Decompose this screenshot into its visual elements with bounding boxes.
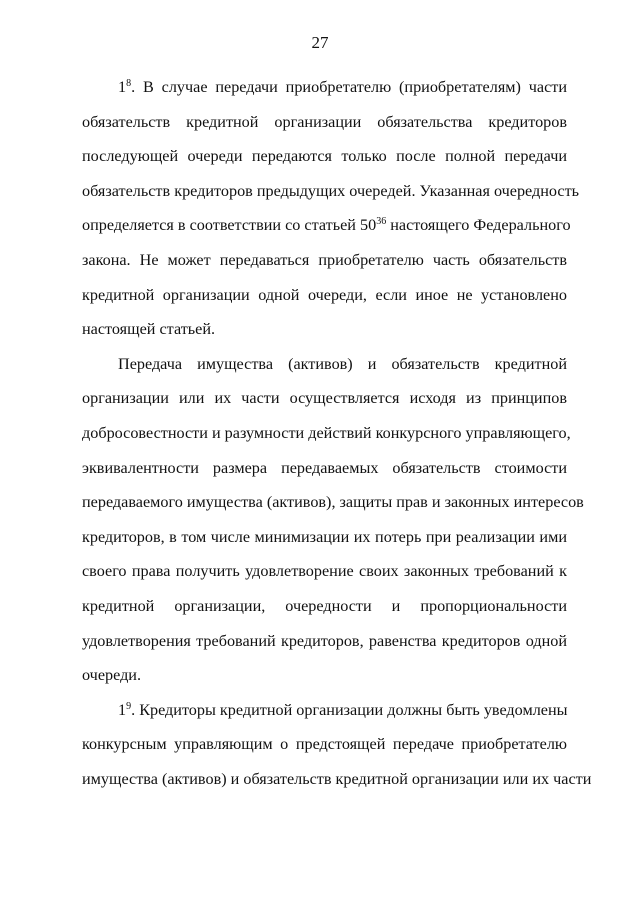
text-line: организации или их части осуществляется исходя из принципов [82,389,567,408]
text-line: последующей очереди передаются только после полной передачи [82,147,567,166]
text-line: $1^8$. В случае передачи приобретателю (приобретателям) части [118,78,567,96]
text-line: конкурсным управляющим о предстоящей передаче приобретателю [82,735,567,754]
text-line: закона. Не может передаваться приобретателю часть обязательств [82,250,567,269]
text-line: $1^9$. Кредиторы кредитной организации должны быть уведомлены [118,700,568,719]
text-line: обязательств кредиторов предыдущих очередей. Указанная очередность [82,181,580,200]
text-line: Передача имущества (активов) и обязательств кредитной [118,354,567,373]
text-line: кредитной организации, очередности и пропорциональности [82,596,567,615]
item-number-superscript: 8 [126,78,132,89]
text-line: удовлетворения требований кредиторов, равенства кредиторов одной [82,631,567,650]
page-number: 27 [311,33,329,52]
text-line: кредитной организации одной очереди, если иное не установлено [82,285,567,304]
text-line: передаваемого имущества (активов), защиты прав и законных интересов [82,493,584,512]
text-line: определяется в соответствии со статьей $50^{36}$ настоящего Федерального [82,216,571,235]
item-number: 1 [118,700,127,719]
text-line: настоящей статьей. [82,320,216,339]
text-line: обязательств кредитной организации обязательства кредиторов [82,112,567,131]
item-number: 1 [118,78,127,96]
article-reference-superscript: 36 [376,216,387,228]
text-line: своего права получить удовлетворение своих законных требований к [82,562,567,581]
text-line: кредиторов, в том числе минимизации их потерь при реализации ими [82,527,567,546]
text-line: имущества (активов) и обязательств кредитной организации или их части [82,769,592,788]
text-line: добросовестности и разумности действий конкурсного управляющего, [82,423,571,442]
text-line: очереди. [82,666,142,685]
body-text [82,70,592,796]
item-number-superscript: 9 [126,700,132,712]
text-line: эквивалентности размера передаваемых обязательств стоимости [82,458,567,477]
